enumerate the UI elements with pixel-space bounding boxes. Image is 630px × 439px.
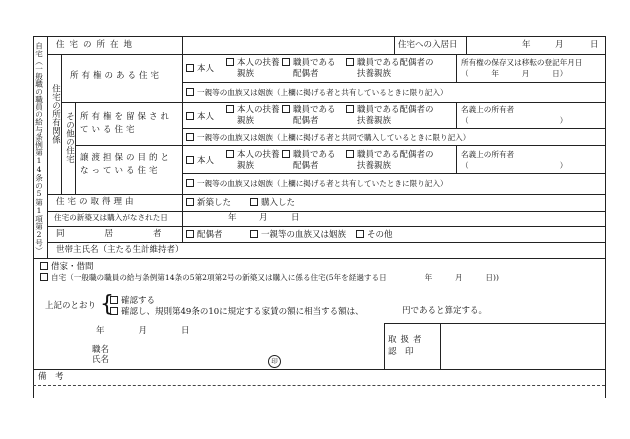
checkbox-icon [250, 198, 258, 206]
checkbox-icon [186, 133, 194, 141]
handler-label: 取扱者 [388, 335, 426, 345]
reserved-opt-spouse[interactable]: 職員である配偶者 [282, 105, 339, 127]
checkbox-icon [186, 179, 194, 187]
checkbox-icon [356, 230, 364, 238]
reserved-opt-dependent[interactable]: 本人の扶養親族 [226, 105, 283, 127]
acquisition-purchase[interactable]: 購入した [250, 198, 295, 208]
acquisition-label: 住宅の取得理由 [56, 197, 137, 207]
cohabitant-relative[interactable]: 一親等の血族又は姻族 [250, 230, 346, 240]
cohabitant-other[interactable]: その他 [356, 230, 393, 240]
acquisition-new-build[interactable]: 新築した [186, 198, 231, 208]
yen-text: 円であると算定する。 [402, 306, 488, 316]
cohabitant-label: 同居者 [56, 229, 202, 239]
checkbox-icon [186, 198, 194, 206]
build-date-label: 住宅の新築又は購入がなされた日 [54, 213, 168, 222]
checkbox-icon [110, 296, 118, 304]
collateral-note-label: 名義上の所有者 [461, 150, 515, 159]
confirm-calc-option[interactable]: 確認し、規則第49条の10に規定する家賃の額に相当する額は、 [110, 307, 364, 317]
collateral-opt-spouse-dependent[interactable]: 職員である配偶者の扶養親族 [346, 150, 441, 172]
rental-option[interactable]: 借家・借間 [40, 262, 94, 272]
above-label: 上記のとおり [45, 301, 97, 311]
seal-icon: 印 [268, 355, 281, 368]
checkbox-icon [346, 150, 354, 158]
cert-seal-label: 認 印 [388, 347, 414, 357]
move-in-label: 住宅への入居日 [398, 40, 458, 50]
location-input[interactable] [184, 37, 393, 53]
collateral-opt-spouse[interactable]: 職員である配偶者 [282, 150, 339, 172]
ownership-group-label: 住宅の所有関係 [50, 84, 61, 144]
owned-relative[interactable]: 一親等の血族又は姻族（上欄に掲げる者と共有しているときに限り記入） [186, 88, 448, 97]
name-label: 氏名 [92, 355, 110, 365]
reserved-opt-self[interactable]: 本人 [186, 112, 214, 122]
owned-opt-dependent[interactable]: 本人の扶養親族 [226, 58, 283, 80]
move-in-day[interactable]: 日 [590, 40, 599, 50]
reserved-relative[interactable]: 一親等の血族又は姻族（上欄に掲げる者と共同で購入しているときに限り記入） [186, 133, 470, 142]
householder-input[interactable] [184, 243, 604, 257]
checkbox-icon [226, 58, 234, 66]
owned-opt-spouse-dependent[interactable]: 職員である配偶者の扶養親族 [346, 58, 441, 80]
side-label: 自宅（一般職の職員の給与条例第14条の5第1項第2号） [34, 42, 44, 255]
checkbox-icon [346, 58, 354, 66]
collateral-note-owner[interactable]: （ ） [461, 161, 568, 170]
collateral-label: 譲渡担保の目的となっている住宅 [80, 153, 173, 176]
checkbox-icon [110, 307, 118, 315]
checkbox-icon [186, 230, 194, 238]
job-title-label: 職名 [92, 345, 110, 355]
checkbox-icon [40, 262, 48, 270]
owned-opt-self[interactable]: 本人 [186, 64, 214, 74]
cohabitant-spouse[interactable]: 配偶者 [186, 230, 223, 240]
own-home-option[interactable]: 自宅（一般職の職員の給与条例第14条の5第2項第2号の新築又は購入に係る住宅(5年を経過する日 年 月 日)) [40, 273, 499, 282]
checkbox-icon [282, 58, 290, 66]
householder-label: 世帯主氏名（主たる生計維持者） [56, 245, 184, 255]
checkbox-icon [186, 88, 194, 96]
remarks-input[interactable] [70, 370, 602, 384]
owned-label: 所有権のある住宅 [70, 71, 163, 81]
owned-note-date[interactable]: （ 年 月 日） [461, 69, 568, 78]
reserved-note-owner[interactable]: （ ） [461, 116, 568, 125]
confirm-option[interactable]: 確認する [110, 296, 155, 306]
checkbox-icon [186, 156, 194, 164]
brace-icon: { [100, 292, 114, 317]
owned-note-label: 所有権の保存又は移転の登記年月日 [461, 58, 583, 67]
checkbox-icon [346, 105, 354, 113]
checkbox-icon [186, 64, 194, 72]
move-in-month[interactable]: 月 [555, 40, 564, 50]
checkbox-icon [250, 230, 258, 238]
owned-opt-spouse[interactable]: 職員である配偶者 [282, 58, 339, 80]
checkbox-icon [226, 150, 234, 158]
move-in-year[interactable]: 年 [522, 40, 531, 50]
collateral-relative[interactable]: 一親等の血族又は姻族（上欄に掲げる者と共有していたときに限り記入） [186, 179, 448, 188]
checkbox-icon [40, 273, 48, 281]
collateral-opt-dependent[interactable]: 本人の扶養親族 [226, 150, 283, 172]
checkbox-icon [226, 105, 234, 113]
build-date-year[interactable]: 年 [228, 213, 237, 223]
reserved-label: 所有権を留保されている住宅 [80, 112, 173, 135]
collateral-opt-self[interactable]: 本人 [186, 156, 214, 166]
approval-date[interactable]: 年 月 日 [96, 326, 190, 336]
remarks-label: 備 考 [38, 372, 64, 382]
location-label: 住宅の所在地 [56, 40, 138, 50]
checkbox-icon [186, 112, 194, 120]
checkbox-icon [282, 150, 290, 158]
build-date-month[interactable]: 月 [259, 213, 268, 223]
build-date-day[interactable]: 日 [291, 213, 300, 223]
other-house-label: その他の住宅 [64, 112, 75, 163]
handler-seal-area[interactable] [442, 325, 602, 367]
checkbox-icon [282, 105, 290, 113]
reserved-note-label: 名義上の所有者 [461, 105, 515, 114]
reserved-opt-spouse-dependent[interactable]: 職員である配偶者の扶養親族 [346, 105, 441, 127]
